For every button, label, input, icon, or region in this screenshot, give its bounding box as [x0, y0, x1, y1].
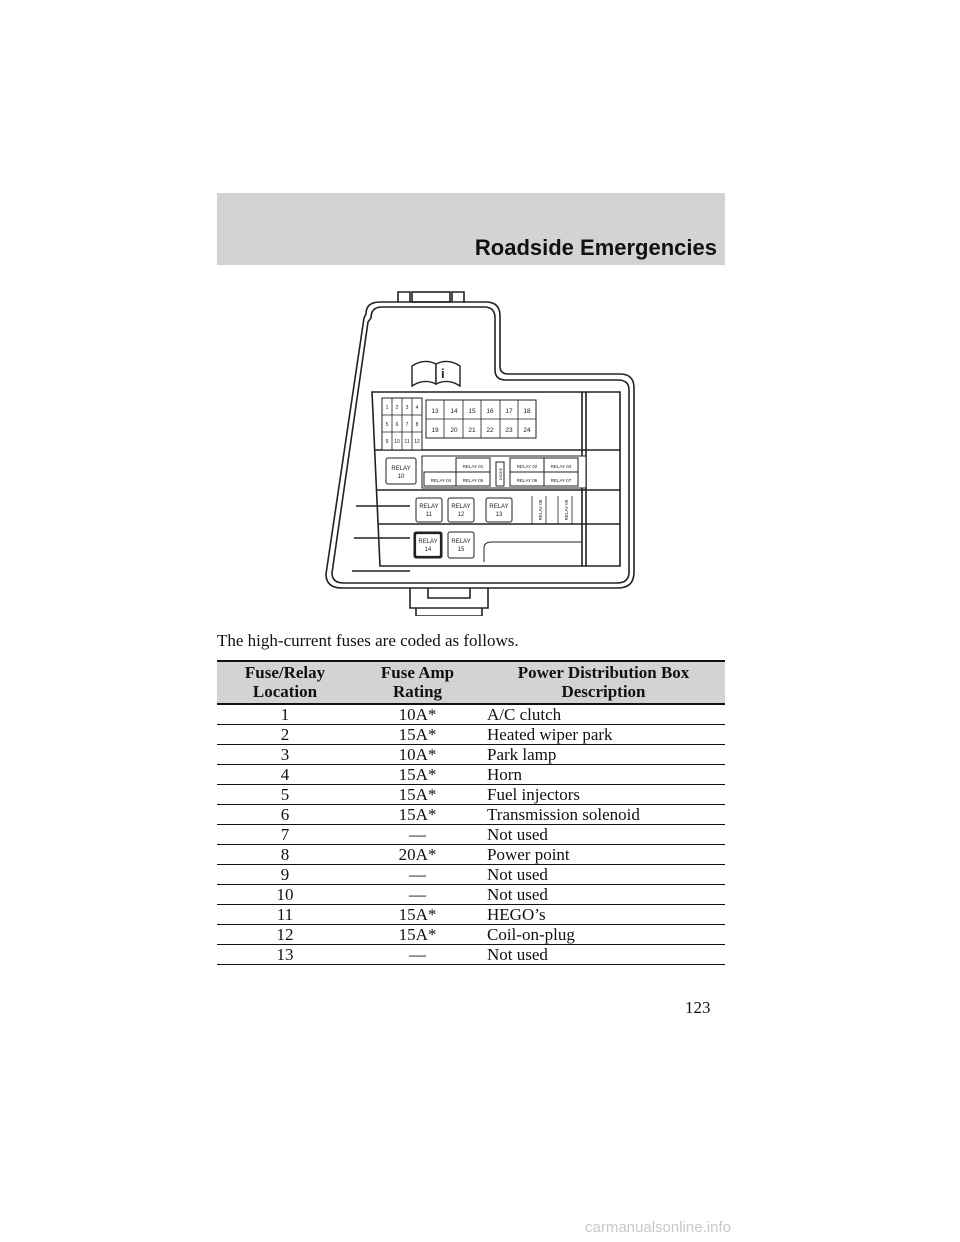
info-glyph: i — [441, 366, 445, 381]
fuse-label-20: 20 — [450, 427, 458, 434]
relay08-label: RELAY 08 — [538, 499, 543, 521]
fuse-label-6: 6 — [395, 422, 399, 428]
cell-location: 13 — [217, 945, 353, 965]
relay05-label: RELAY 05 — [462, 478, 484, 483]
table-row — [217, 745, 725, 765]
fuse-label-2: 2 — [395, 405, 399, 411]
cell-location: 4 — [217, 765, 353, 785]
fuse-table — [217, 660, 725, 965]
cell-amp: 15A* — [353, 805, 482, 825]
cell-location: 7 — [217, 825, 353, 845]
cell-amp: — — [353, 945, 482, 965]
relay01-label: RELAY 01 — [462, 464, 484, 469]
relay13-word: RELAY — [489, 504, 509, 510]
cell-description: Not used — [482, 825, 725, 845]
relay12-word: RELAY — [451, 504, 471, 510]
fuse-label-17: 17 — [505, 408, 513, 415]
cell-location: 12 — [217, 925, 353, 945]
cell-description: Not used — [482, 945, 725, 965]
relay15-word: RELAY — [451, 539, 471, 545]
relay06-label: RELAY 06 — [516, 478, 538, 483]
table-row — [217, 905, 725, 925]
cell-description: Not used — [482, 885, 725, 905]
cell-description: Power point — [482, 845, 725, 865]
table-row — [217, 805, 725, 825]
fuse-label-5: 5 — [385, 422, 389, 428]
fuse-label-22: 22 — [486, 427, 494, 434]
fuse-label-19: 19 — [431, 427, 439, 434]
cell-location: 10 — [217, 885, 353, 905]
cell-location: 6 — [217, 805, 353, 825]
cell-location: 8 — [217, 845, 353, 865]
table-row — [217, 785, 725, 805]
relay15-number: 15 — [457, 547, 465, 553]
table-row — [217, 885, 725, 905]
cell-description: Transmission solenoid — [482, 805, 725, 825]
fuse-label-13: 13 — [431, 408, 439, 415]
relay09-label: RELAY 09 — [564, 499, 569, 521]
cell-description: HEGO’s — [482, 905, 725, 925]
fuse-label-23: 23 — [505, 427, 513, 434]
info-book-icon — [412, 361, 460, 386]
cell-description: Heated wiper park — [482, 725, 725, 745]
cell-location: 5 — [217, 785, 353, 805]
page-number: 123 — [685, 998, 711, 1017]
table-row — [217, 704, 725, 725]
cell-location: 11 — [217, 905, 353, 925]
fuse-label-3: 3 — [405, 405, 409, 411]
table-row — [217, 725, 725, 745]
fuse-box-diagram — [320, 288, 642, 616]
fuse-label-1: 1 — [385, 405, 389, 411]
table-header-row — [217, 661, 725, 704]
section-title: Roadside Emergencies — [474, 235, 717, 260]
fuse-label-8: 8 — [415, 422, 419, 428]
relay12-number: 12 — [457, 512, 465, 518]
cell-description: Not used — [482, 865, 725, 885]
relay07-label: RELAY 07 — [550, 478, 572, 483]
relay04-label: RELAY 04 — [430, 478, 452, 483]
fuse-label-24: 24 — [523, 427, 531, 434]
relay11-word: RELAY — [419, 504, 439, 510]
fuse-label-10: 10 — [394, 439, 400, 445]
diode-label: DIODE — [498, 467, 503, 481]
cell-amp: 15A* — [353, 725, 482, 745]
fuse-label-7: 7 — [405, 422, 409, 428]
cell-amp: 20A* — [353, 845, 482, 865]
relay02-label: RELAY 02 — [516, 464, 538, 469]
header-amp: Fuse Amp Rating — [353, 661, 482, 704]
fuse-label-12: 12 — [414, 439, 420, 445]
fuse-label-18: 18 — [523, 408, 531, 415]
fuse-label-14: 14 — [450, 408, 458, 415]
header-location: Fuse/Relay Location — [217, 661, 353, 704]
relay14-number: 14 — [424, 547, 432, 553]
section-header — [217, 193, 725, 265]
table-row — [217, 945, 725, 965]
relay14-word: RELAY — [418, 539, 438, 545]
cell-description: A/C clutch — [482, 704, 725, 725]
intro-text: The high-current fuses are coded as follows. — [217, 631, 519, 650]
cell-description: Fuel injectors — [482, 785, 725, 805]
fuse-label-9: 9 — [385, 439, 389, 445]
relay11-number: 11 — [425, 512, 433, 518]
fuse-label-16: 16 — [486, 408, 494, 415]
fuse-label-4: 4 — [415, 405, 419, 411]
cell-amp: 15A* — [353, 785, 482, 805]
cell-amp: 10A* — [353, 704, 482, 725]
cell-amp: — — [353, 885, 482, 905]
cell-description: Park lamp — [482, 745, 725, 765]
cell-amp: 15A* — [353, 905, 482, 925]
table-row — [217, 765, 725, 785]
cell-amp: — — [353, 825, 482, 845]
relay13-number: 13 — [495, 512, 503, 518]
relay10-word: RELAY — [391, 466, 411, 472]
watermark: carmanualsonline.info — [585, 1219, 731, 1236]
cell-amp: 15A* — [353, 925, 482, 945]
header-description: Power Distribution Box Description — [482, 661, 725, 704]
fuse-label-11: 11 — [404, 439, 410, 445]
fuse-label-21: 21 — [468, 427, 476, 434]
table-row — [217, 925, 725, 945]
cell-location: 9 — [217, 865, 353, 885]
relay10-number: 10 — [397, 474, 405, 480]
cell-description: Horn — [482, 765, 725, 785]
cell-description: Coil-on-plug — [482, 925, 725, 945]
cell-location: 3 — [217, 745, 353, 765]
table-row — [217, 845, 725, 865]
cell-amp: 15A* — [353, 765, 482, 785]
cell-amp: 10A* — [353, 745, 482, 765]
cell-amp: — — [353, 865, 482, 885]
table-row — [217, 865, 725, 885]
cell-location: 1 — [217, 704, 353, 725]
relay03-label: RELAY 03 — [550, 464, 572, 469]
cell-location: 2 — [217, 725, 353, 745]
fuse-label-15: 15 — [468, 408, 476, 415]
table-row — [217, 825, 725, 845]
